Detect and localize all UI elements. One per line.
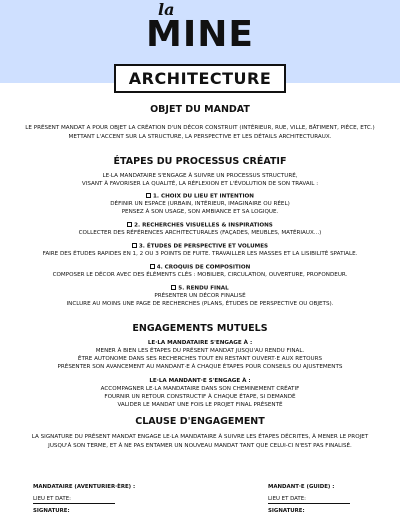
logo-mine: MINE <box>146 14 254 55</box>
clause-title: CLAUSE D'ENGAGEMENT <box>135 416 265 427</box>
etapes-intro-2: VISANT À FAVORISER LA QUALITÉ, LA RÉFLEXION ET L'ÉVOLUTION DE SON TRAVAIL : <box>81 181 319 187</box>
step-5-line-2: INCLURE AU MOINS UNE PAGE DE RECHERCHES (PLANS, ÉTUDES DE PERSPECTIVE OU OBJETS). <box>66 301 334 307</box>
checkbox-icon[interactable] <box>150 264 155 269</box>
mandataire-line-3: PRÉSENTER SON AVANCEMENT AU MANDANT·E À CHAQUE ÉTAPES POUR CONSEILS OU AJUSTEMENTS <box>57 364 343 370</box>
checkbox-icon[interactable] <box>171 285 176 290</box>
step-2-title: 2. RECHERCHES VISUELLES & INSPIRATIONS <box>0 222 400 229</box>
mandant-line-3: VALIDER LE MANDAT UNE FOIS LE PROJET FINAL PRÉSENTÉ <box>117 402 283 408</box>
signature-left-role: MANDATAIRE (AVENTURIER·ÈRE) : <box>33 484 136 490</box>
step-1-line-1: DÉFINIR UN ESPACE (URBAIN, INTÉRIEUR, IMAGINAIRE OU RÉEL) <box>110 201 290 207</box>
step-5-line-1: PRÉSENTER UN DÉCOR FINALISÉ <box>154 293 246 299</box>
step-3-line-1: FAIRE DES ÉTUDES RAPIDES EN 1, 2 OU 3 POINTS DE FUITE. TRAVAILLER LES MASSES ET LA LISIBILITÉ SPATIALE. <box>42 251 358 257</box>
step-2-line-1: COLLECTER DES RÉFÉRENCES ARCHITECTURALES (FAÇADES, MEUBLES, MATÉRIAUX...) <box>78 230 322 236</box>
mandataire-title: LE·LA MANDATAIRE S'ENGAGE À : <box>147 340 253 346</box>
logo-architecture-box <box>114 64 286 93</box>
signature-left-sign-field[interactable]: SIGNATURE: <box>33 508 70 514</box>
checkbox-icon[interactable] <box>132 243 137 248</box>
logo-architecture: ARCHITECTURE <box>128 69 272 88</box>
mandant-line-1: ACCOMPAGNER LE·LA MANDATAIRE DANS SON CHEMINEMENT CRÉATIF <box>100 386 300 392</box>
engagements-title: ENGAGEMENTS MUTUELS <box>132 323 268 334</box>
signature-right-sign-field[interactable]: SIGNATURE: <box>268 508 305 514</box>
etapes-title: ÉTAPES DU PROCESSUS CRÉATIF <box>113 156 287 167</box>
step-1-line-2: PENSEZ À SON USAGE, SON AMBIANCE ET SA LOGIQUE. <box>121 209 279 215</box>
mandataire-line-2: ÊTRE AUTONOME DANS SES RECHERCHES TOUT EN RESTANT OUVERT·E AUX RETOURS <box>77 356 323 362</box>
step-3-title: 3. ÉTUDES DE PERSPECTIVE ET VOLUMES <box>0 243 400 250</box>
checkbox-icon[interactable] <box>127 222 132 227</box>
logo-la: la <box>158 0 175 19</box>
objet-text: LE PRÉSENT MANDAT A POUR OBJET LA CRÉATION D'UN DÉCOR CONSTRUIT (INTÉRIEUR, RUE, VILLE, BÂTIMENT, PIÈCE, ETC.) METTANT L'ACCENT SUR LA STRUCTURE, LA PERSPECTIVE ET LES DÉTAILS ARCHITECTURAUX. <box>25 125 375 140</box>
objet-title: OBJET DU MANDAT <box>150 104 250 115</box>
step-5-title: 5. RENDU FINAL <box>0 285 400 292</box>
etapes-intro-1: LE·LA MANDATAIRE S'ENGAGE À SUIVRE UN PROCESSUS STRUCTURÉ, <box>102 173 298 179</box>
step-4-title: 4. CROQUIS DE COMPOSITION <box>0 264 400 271</box>
step-4-line-1: COMPOSER LE DÉCOR AVEC DES ÉLÉMENTS CLÉS : MOBILIER, CIRCULATION, OUVERTURE, PROFONDEUR. <box>52 272 348 278</box>
checkbox-icon[interactable] <box>146 193 151 198</box>
signature-right-role: MANDANT·E (GUIDE) : <box>268 484 335 490</box>
mandataire-line-1: MENER À BIEN LES ÉTAPES DU PRÉSENT MANDAT JUSQU'AU RENDU FINAL. <box>95 348 305 354</box>
mandant-title: LE·LA MANDANT·E S'ENGAGE À : <box>149 378 251 384</box>
clause-text: LA SIGNATURE DU PRÉSENT MANDAT ENGAGE LE·LA MANDATAIRE À SUIVRE LES ÉTAPES DÉCRITES, À MENER LE PROJET JUSQU'À SON TERME, ET À NE PAS ENTAMER UN NOUVEAU MANDAT TANT QUE CELUI-CI N'EST PAS FINALISÉ. <box>31 434 369 449</box>
signature-left-place-field[interactable]: LIEU ET DATE: <box>33 496 115 504</box>
mandant-line-2: FOURNIR UN RETOUR CONSTRUCTIF À CHAQUE ÉTAPE, SI DEMANDÉ <box>104 394 296 400</box>
signature-right-place-field[interactable]: LIEU ET DATE: <box>268 496 350 504</box>
step-1-title: 1. CHOIX DU LIEU ET INTENTION <box>0 193 400 200</box>
